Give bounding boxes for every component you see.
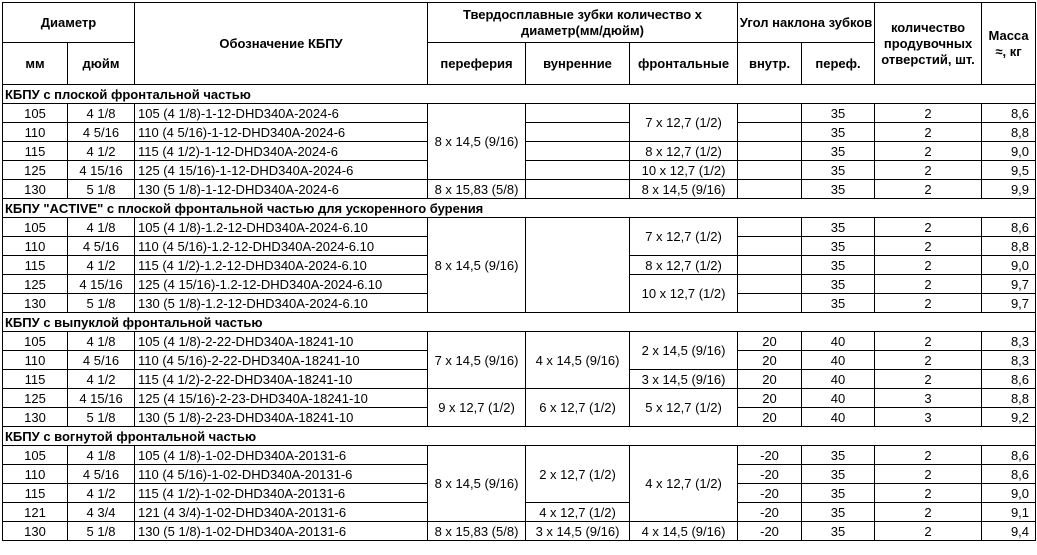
cell-angle-periph: 35 xyxy=(802,275,875,294)
cell-code: 125 (4 15/16)-2-23-DHD340A-18241-10 xyxy=(135,389,428,408)
cell-angle-inner: 20 xyxy=(738,351,802,370)
cell-angle-inner: -20 xyxy=(738,484,802,503)
cell-mass: 8,3 xyxy=(982,351,1036,370)
section-title: КБПУ с вогнутой фронтальной частью xyxy=(3,427,1036,446)
cell-angle-inner: 20 xyxy=(738,389,802,408)
header-mass: Масса ≈, кг xyxy=(982,3,1036,85)
section-row xyxy=(3,427,1036,446)
cell-mm: 125 xyxy=(3,275,68,294)
cell-holes: 2 xyxy=(875,275,982,294)
cell-inner: 4 х 12,7 (1/2) xyxy=(526,503,630,522)
cell-inner xyxy=(526,218,630,313)
cell-code: 110 (4 5/16)-2-22-DHD340A-18241-10 xyxy=(135,351,428,370)
cell-mass: 8,6 xyxy=(982,446,1036,465)
cell-inner: 2 х 12,7 (1/2) xyxy=(526,446,630,503)
cell-inch: 4 5/16 xyxy=(68,123,135,142)
cell-inch: 4 1/8 xyxy=(68,446,135,465)
table-row xyxy=(3,522,1036,541)
cell-mass: 9,5 xyxy=(982,161,1036,180)
cell-mass: 9,2 xyxy=(982,408,1036,427)
cell-code: 130 (5 1/8)-2-23-DHD340A-18241-10 xyxy=(135,408,428,427)
cell-inch: 4 1/2 xyxy=(68,256,135,275)
cell-holes: 2 xyxy=(875,522,982,541)
cell-inner xyxy=(526,123,630,142)
cell-periphery: 7 х 14,5 (9/16) xyxy=(428,332,526,389)
cell-frontal: 4 х 14,5 (9/16) xyxy=(630,522,738,541)
cell-holes: 2 xyxy=(875,123,982,142)
cell-mm: 110 xyxy=(3,237,68,256)
section-title: КБПУ с плоской фронтальной частью xyxy=(3,85,1036,104)
cell-holes: 2 xyxy=(875,142,982,161)
cell-frontal: 10 х 12,7 (1/2) xyxy=(630,275,738,313)
cell-frontal: 8 х 12,7 (1/2) xyxy=(630,256,738,275)
cell-inch: 5 1/8 xyxy=(68,180,135,199)
cell-angle-inner: -20 xyxy=(738,446,802,465)
cell-inch: 4 1/8 xyxy=(68,332,135,351)
cell-mm: 125 xyxy=(3,389,68,408)
cell-angle-inner xyxy=(738,161,802,180)
cell-angle-periph: 40 xyxy=(802,351,875,370)
cell-mm: 115 xyxy=(3,142,68,161)
cell-angle-inner xyxy=(738,256,802,275)
cell-inner: 6 х 12,7 (1/2) xyxy=(526,389,630,427)
cell-mass: 9,0 xyxy=(982,142,1036,161)
cell-holes: 2 xyxy=(875,180,982,199)
cell-mm: 105 xyxy=(3,218,68,237)
cell-inch: 4 5/16 xyxy=(68,237,135,256)
cell-code: 121 (4 3/4)-1-02-DHD340A-20131-6 xyxy=(135,503,428,522)
cell-periphery: 8 х 15,83 (5/8) xyxy=(428,522,526,541)
cell-holes: 2 xyxy=(875,503,982,522)
cell-angle-inner xyxy=(738,294,802,313)
cell-mass: 8,6 xyxy=(982,104,1036,123)
cell-inch: 4 1/2 xyxy=(68,484,135,503)
cell-angle-inner: -20 xyxy=(738,465,802,484)
cell-angle-inner xyxy=(738,142,802,161)
cell-angle-periph: 35 xyxy=(802,256,875,275)
cell-periphery: 9 х 12,7 (1/2) xyxy=(428,389,526,427)
header-row-1 xyxy=(3,3,1036,43)
cell-holes: 2 xyxy=(875,294,982,313)
cell-code: 125 (4 15/16)-1-12-DHD340A-2024-6 xyxy=(135,161,428,180)
cell-mm: 121 xyxy=(3,503,68,522)
cell-angle-inner: 20 xyxy=(738,370,802,389)
cell-holes: 3 xyxy=(875,408,982,427)
cell-inch: 4 3/4 xyxy=(68,503,135,522)
cell-angle-inner xyxy=(738,275,802,294)
cell-mass: 9,9 xyxy=(982,180,1036,199)
header-inch: дюйм xyxy=(68,43,135,85)
cell-inch: 5 1/8 xyxy=(68,522,135,541)
section-title: КБПУ с выпуклой фронтальной частью xyxy=(3,313,1036,332)
table-row xyxy=(3,446,1036,465)
cell-holes: 2 xyxy=(875,237,982,256)
cell-mass: 8,6 xyxy=(982,465,1036,484)
cell-angle-inner: 20 xyxy=(738,408,802,427)
cell-holes: 2 xyxy=(875,370,982,389)
cell-code: 105 (4 1/8)-2-22-DHD340A-18241-10 xyxy=(135,332,428,351)
cell-code: 130 (5 1/8)-1.2-12-DHD340A-2024-6.10 xyxy=(135,294,428,313)
header-angle: Угол наклона зубков xyxy=(738,3,875,43)
cell-mm: 130 xyxy=(3,408,68,427)
cell-periphery: 8 х 14,5 (9/16) xyxy=(428,104,526,180)
cell-inner xyxy=(526,142,630,161)
cell-mm: 130 xyxy=(3,522,68,541)
cell-periphery: 8 х 14,5 (9/16) xyxy=(428,446,526,522)
cell-code: 115 (4 1/2)-1.2-12-DHD340A-2024-6.10 xyxy=(135,256,428,275)
cell-angle-periph: 35 xyxy=(802,465,875,484)
table-row xyxy=(3,180,1036,199)
table-row xyxy=(3,104,1036,123)
cell-angle-inner: -20 xyxy=(738,522,802,541)
cell-mass: 9,0 xyxy=(982,484,1036,503)
cell-code: 110 (4 5/16)-1-12-DHD340A-2024-6 xyxy=(135,123,428,142)
cell-code: 110 (4 5/16)-1-02-DHD340A-20131-6 xyxy=(135,465,428,484)
cell-inch: 4 15/16 xyxy=(68,161,135,180)
cell-inner xyxy=(526,104,630,123)
cell-holes: 2 xyxy=(875,484,982,503)
cell-inner xyxy=(526,180,630,199)
cell-angle-periph: 35 xyxy=(802,104,875,123)
cell-angle-inner: -20 xyxy=(738,503,802,522)
cell-inch: 4 1/2 xyxy=(68,370,135,389)
cell-code: 125 (4 15/16)-1.2-12-DHD340A-2024-6.10 xyxy=(135,275,428,294)
cell-holes: 2 xyxy=(875,465,982,484)
cell-code: 105 (4 1/8)-1-12-DHD340A-2024-6 xyxy=(135,104,428,123)
header-carbide: Твердосплавные зубки количество х диаметр(мм/дюйм) xyxy=(428,3,738,43)
cell-mm: 105 xyxy=(3,332,68,351)
section-row xyxy=(3,85,1036,104)
header-angle-inner: внутр. xyxy=(738,43,802,85)
header-frontal: фронтальные xyxy=(630,43,738,85)
cell-holes: 2 xyxy=(875,446,982,465)
cell-code: 115 (4 1/2)-1-12-DHD340A-2024-6 xyxy=(135,142,428,161)
cell-inch: 4 1/8 xyxy=(68,218,135,237)
cell-mm: 105 xyxy=(3,104,68,123)
cell-inch: 4 5/16 xyxy=(68,351,135,370)
cell-mass: 9,1 xyxy=(982,503,1036,522)
cell-periphery: 8 х 14,5 (9/16) xyxy=(428,218,526,313)
cell-mass: 8,8 xyxy=(982,389,1036,408)
header-designation: Обозначение КБПУ xyxy=(135,3,428,85)
cell-mm: 125 xyxy=(3,161,68,180)
cell-code: 110 (4 5/16)-1.2-12-DHD340A-2024-6.10 xyxy=(135,237,428,256)
table-row xyxy=(3,332,1036,351)
cell-mass: 9,7 xyxy=(982,294,1036,313)
cell-mm: 110 xyxy=(3,465,68,484)
cell-mm: 130 xyxy=(3,180,68,199)
cell-angle-periph: 40 xyxy=(802,370,875,389)
cell-holes: 2 xyxy=(875,332,982,351)
cell-frontal: 3 х 14,5 (9/16) xyxy=(630,370,738,389)
cell-frontal: 7 х 12,7 (1/2) xyxy=(630,104,738,142)
cell-angle-periph: 35 xyxy=(802,123,875,142)
cell-frontal: 10 х 12,7 (1/2) xyxy=(630,161,738,180)
cell-holes: 3 xyxy=(875,389,982,408)
cell-angle-inner xyxy=(738,104,802,123)
cell-frontal: 5 х 12,7 (1/2) xyxy=(630,389,738,427)
cell-angle-inner: 20 xyxy=(738,332,802,351)
cell-mass: 8,8 xyxy=(982,237,1036,256)
cell-mm: 110 xyxy=(3,351,68,370)
header-mm: мм xyxy=(3,43,68,85)
cell-angle-periph: 40 xyxy=(802,408,875,427)
table-row xyxy=(3,218,1036,237)
cell-mm: 115 xyxy=(3,484,68,503)
cell-angle-inner xyxy=(738,123,802,142)
cell-mass: 9,0 xyxy=(982,256,1036,275)
cell-mass: 9,4 xyxy=(982,522,1036,541)
header-angle-periph: переф. xyxy=(802,43,875,85)
cell-frontal: 8 х 12,7 (1/2) xyxy=(630,142,738,161)
cell-holes: 2 xyxy=(875,104,982,123)
section-title: КБПУ "ACTIVE" с плоской фронтальной частью для ускоренного бурения xyxy=(3,199,1036,218)
header-holes: количество продувочных отверстий, шт. xyxy=(875,3,982,85)
cell-mm: 115 xyxy=(3,370,68,389)
cell-mm: 115 xyxy=(3,256,68,275)
cell-inch: 4 15/16 xyxy=(68,389,135,408)
cell-angle-periph: 35 xyxy=(802,294,875,313)
header-periphery: переферия xyxy=(428,43,526,85)
cell-mass: 8,6 xyxy=(982,370,1036,389)
table-row xyxy=(3,389,1036,408)
cell-angle-inner xyxy=(738,180,802,199)
cell-angle-periph: 35 xyxy=(802,161,875,180)
cell-angle-inner xyxy=(738,237,802,256)
cell-code: 115 (4 1/2)-2-22-DHD340A-18241-10 xyxy=(135,370,428,389)
cell-inch: 5 1/8 xyxy=(68,294,135,313)
cell-mm: 110 xyxy=(3,123,68,142)
cell-inch: 4 1/2 xyxy=(68,142,135,161)
cell-angle-periph: 35 xyxy=(802,522,875,541)
cell-frontal: 7 х 12,7 (1/2) xyxy=(630,218,738,256)
cell-inner: 4 х 14,5 (9/16) xyxy=(526,332,630,389)
cell-mm: 105 xyxy=(3,446,68,465)
cell-holes: 2 xyxy=(875,351,982,370)
cell-mm: 130 xyxy=(3,294,68,313)
cell-code: 105 (4 1/8)-1.2-12-DHD340A-2024-6.10 xyxy=(135,218,428,237)
cell-code: 130 (5 1/8)-1-12-DHD340A-2024-6 xyxy=(135,180,428,199)
cell-inner xyxy=(526,161,630,180)
cell-angle-periph: 40 xyxy=(802,332,875,351)
cell-angle-periph: 35 xyxy=(802,142,875,161)
cell-inch: 5 1/8 xyxy=(68,408,135,427)
header-diameter: Диаметр xyxy=(3,3,135,43)
cell-holes: 2 xyxy=(875,256,982,275)
cell-inch: 4 1/8 xyxy=(68,104,135,123)
cell-angle-periph: 40 xyxy=(802,389,875,408)
section-row xyxy=(3,313,1036,332)
cell-mass: 8,3 xyxy=(982,332,1036,351)
cell-angle-periph: 35 xyxy=(802,180,875,199)
cell-mass: 9,7 xyxy=(982,275,1036,294)
specs-table xyxy=(2,2,1036,541)
cell-frontal: 8 х 14,5 (9/16) xyxy=(630,180,738,199)
cell-angle-periph: 35 xyxy=(802,237,875,256)
cell-holes: 2 xyxy=(875,161,982,180)
cell-mass: 8,6 xyxy=(982,218,1036,237)
cell-code: 105 (4 1/8)-1-02-DHD340A-20131-6 xyxy=(135,446,428,465)
cell-inch: 4 15/16 xyxy=(68,275,135,294)
cell-angle-inner xyxy=(738,218,802,237)
cell-periphery: 8 х 15,83 (5/8) xyxy=(428,180,526,199)
cell-inch: 4 5/16 xyxy=(68,465,135,484)
cell-angle-periph: 35 xyxy=(802,484,875,503)
cell-holes: 2 xyxy=(875,218,982,237)
cell-mass: 8,8 xyxy=(982,123,1036,142)
cell-code: 130 (5 1/8)-1-02-DHD340A-20131-6 xyxy=(135,522,428,541)
cell-angle-periph: 35 xyxy=(802,446,875,465)
header-inner: вунренние xyxy=(526,43,630,85)
cell-angle-periph: 35 xyxy=(802,218,875,237)
cell-frontal: 4 х 12,7 (1/2) xyxy=(630,446,738,522)
cell-code: 115 (4 1/2)-1-02-DHD340A-20131-6 xyxy=(135,484,428,503)
cell-frontal: 2 х 14,5 (9/16) xyxy=(630,332,738,370)
section-row xyxy=(3,199,1036,218)
cell-angle-periph: 35 xyxy=(802,503,875,522)
cell-inner: 3 х 14,5 (9/16) xyxy=(526,522,630,541)
